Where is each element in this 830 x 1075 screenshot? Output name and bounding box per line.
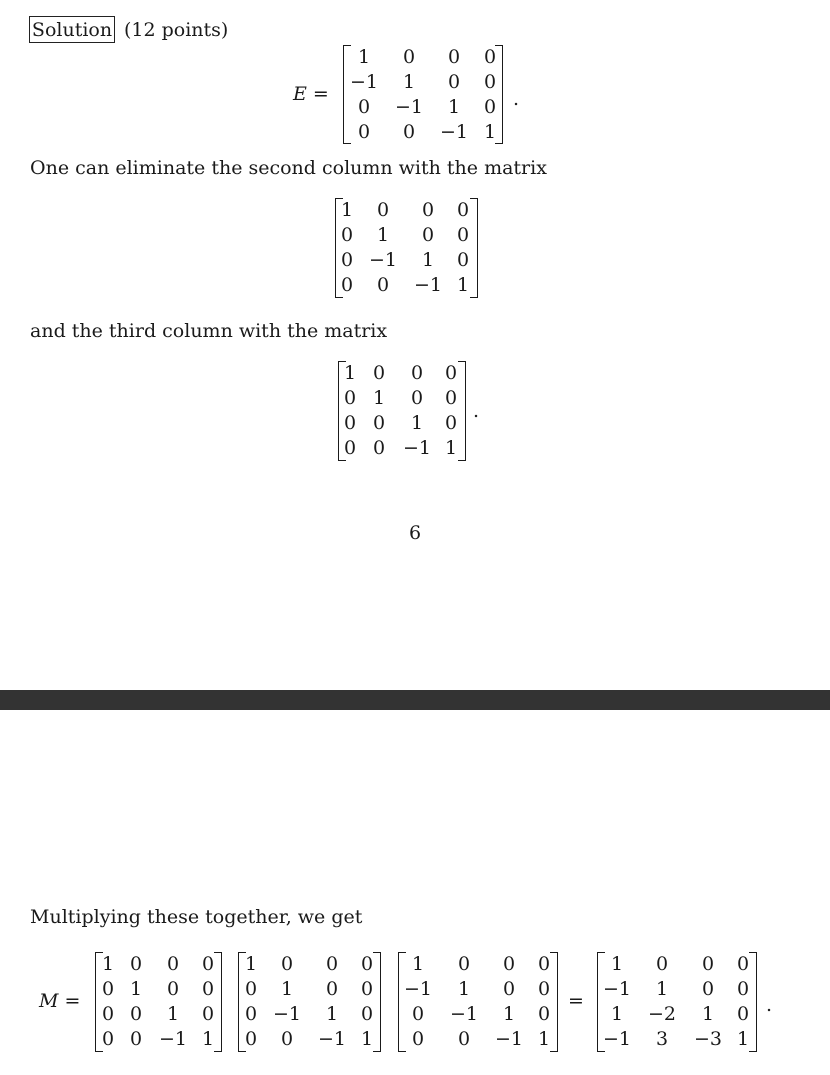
- paragraph-second-column: One can eliminate the second column with the matrix: [30, 157, 547, 179]
- matrix-entry: −1: [272, 1003, 302, 1025]
- matrix-entry: 1: [502, 1003, 516, 1025]
- matrix-m-factor-2: [238, 952, 381, 1052]
- matrix-entry: 0: [343, 387, 357, 409]
- matrix-entry: 1: [129, 978, 143, 1000]
- matrix-entry: −1: [394, 96, 424, 118]
- m-equation-lhs: M =: [39, 990, 81, 1012]
- matrix-entry: 0: [340, 249, 354, 271]
- e-equation-lhs: E =: [293, 83, 329, 105]
- matrix-entry: 0: [372, 412, 386, 434]
- matrix-entry: 1: [610, 1003, 624, 1025]
- matrix-entry: −1: [602, 1028, 632, 1050]
- matrix-entry: −1: [494, 1028, 524, 1050]
- matrix-entry: 0: [166, 953, 180, 975]
- matrix-entry: 0: [456, 224, 470, 246]
- matrix-entry: 1: [244, 953, 258, 975]
- matrix-entry: 0: [129, 1028, 143, 1050]
- matrix-third-column: [338, 361, 466, 461]
- matrix-entry: 0: [537, 1003, 551, 1025]
- matrix-entry: 0: [376, 274, 390, 296]
- matrix-entry: 0: [129, 953, 143, 975]
- matrix-entry: 0: [372, 362, 386, 384]
- matrix-entry: 0: [447, 71, 461, 93]
- matrix-entry: 1: [343, 362, 357, 384]
- matrix-entry: 0: [457, 953, 471, 975]
- matrix-entry: 1: [421, 249, 435, 271]
- matrix-entry: 1: [701, 1003, 715, 1025]
- matrix-entry: −2: [647, 1003, 677, 1025]
- solution-label-box: [29, 16, 115, 43]
- bracket-right: [214, 952, 222, 1052]
- matrix-entry: 0: [701, 978, 715, 1000]
- matrix-entry: 0: [166, 978, 180, 1000]
- matrix-entry: 0: [343, 412, 357, 434]
- bracket-left: [398, 952, 406, 1052]
- matrix-entry: 0: [736, 1003, 750, 1025]
- matrix-entry: 1: [483, 121, 497, 143]
- matrix-entry: 1: [444, 437, 458, 459]
- matrix-entry: 0: [360, 1003, 374, 1025]
- m-equation-period: .: [766, 994, 773, 1016]
- matrix-entry: 0: [402, 46, 416, 68]
- matrix-entry: 1: [402, 71, 416, 93]
- matrix-entry: 1: [610, 953, 624, 975]
- matrix-entry: 0: [376, 199, 390, 221]
- matrix-entry: −1: [413, 274, 443, 296]
- matrix-entry: −1: [158, 1028, 188, 1050]
- matrix-m-result: [597, 952, 757, 1052]
- matrix-entry: 0: [244, 1003, 258, 1025]
- matrix-entry: 0: [357, 121, 371, 143]
- m-equation-equals: =: [568, 990, 584, 1012]
- matrix-entry: 0: [736, 953, 750, 975]
- matrix-entry: −1: [602, 978, 632, 1000]
- matrix-entry: 0: [201, 978, 215, 1000]
- e-equation-period: .: [513, 88, 520, 110]
- matrix-entry: 1: [340, 199, 354, 221]
- matrix-entry: 0: [483, 71, 497, 93]
- matrix-entry: 0: [447, 46, 461, 68]
- matrix-e: [343, 45, 503, 144]
- matrix-entry: 0: [537, 953, 551, 975]
- matrix-entry: 0: [457, 1028, 471, 1050]
- matrix-entry: 1: [372, 387, 386, 409]
- matrix-entry: 0: [483, 46, 497, 68]
- solution-label: Solution: [31, 19, 113, 41]
- matrix-entry: 0: [502, 953, 516, 975]
- matrix-entry: 0: [101, 1003, 115, 1025]
- matrix-entry: −1: [439, 121, 469, 143]
- matrix-entry: 0: [410, 362, 424, 384]
- matrix-entry: 0: [280, 1028, 294, 1050]
- matrix-entry: 1: [360, 1028, 374, 1050]
- matrix-entry: −1: [349, 71, 379, 93]
- matrix-entry: 0: [701, 953, 715, 975]
- matrix-entry: 1: [456, 274, 470, 296]
- matrix-entry: 3: [655, 1028, 669, 1050]
- matrix-entry: 0: [360, 978, 374, 1000]
- matrix-entry: 0: [502, 978, 516, 1000]
- bracket-right: [749, 952, 757, 1052]
- matrix-entry: 0: [201, 953, 215, 975]
- matrix-entry: 0: [101, 1028, 115, 1050]
- matrix-entry: 0: [280, 953, 294, 975]
- matrix-entry: 0: [410, 387, 424, 409]
- matrix-entry: 0: [444, 387, 458, 409]
- matrix-m-factor-3: [398, 952, 558, 1052]
- matrix-entry: 1: [537, 1028, 551, 1050]
- matrix-entry: 1: [280, 978, 294, 1000]
- matrix-entry: 1: [166, 1003, 180, 1025]
- matrix-entry: 0: [340, 224, 354, 246]
- matrix-second-column: [335, 198, 478, 298]
- bracket-right: [373, 952, 381, 1052]
- matrix-entry: 1: [201, 1028, 215, 1050]
- matrix-entry: −1: [449, 1003, 479, 1025]
- matrix-entry: 1: [376, 224, 390, 246]
- matrix-entry: 0: [456, 249, 470, 271]
- solution-points: (12 points): [124, 19, 229, 41]
- matrix-entry: 0: [483, 96, 497, 118]
- matrix-entry: −1: [368, 249, 398, 271]
- matrix-entry: 0: [244, 978, 258, 1000]
- matrix-entry: 0: [325, 978, 339, 1000]
- matrix-entry: 0: [421, 199, 435, 221]
- matrix-entry: 0: [411, 1028, 425, 1050]
- matrix-entry: 1: [736, 1028, 750, 1050]
- matrix-entry: 0: [360, 953, 374, 975]
- matrix-entry: 0: [537, 978, 551, 1000]
- paragraph-multiplying: Multiplying these together, we get: [30, 906, 363, 928]
- bracket-right: [550, 952, 558, 1052]
- matrix-entry: 1: [357, 46, 371, 68]
- matrix-entry: 0: [340, 274, 354, 296]
- page-lower: [0, 710, 830, 1075]
- matrix-entry: 1: [655, 978, 669, 1000]
- bracket-left: [343, 45, 351, 144]
- matrix-entry: 0: [421, 224, 435, 246]
- matrix-entry: 0: [372, 437, 386, 459]
- matrix-entry: 0: [655, 953, 669, 975]
- matrix-entry: 0: [444, 362, 458, 384]
- matrix-entry: 0: [411, 1003, 425, 1025]
- matrix-entry: 0: [129, 1003, 143, 1025]
- bracket-right: [470, 198, 478, 298]
- bracket-right: [458, 361, 466, 461]
- matrix-entry: 1: [457, 978, 471, 1000]
- paragraph-third-column: and the third column with the matrix: [30, 320, 388, 342]
- matrix-entry: 0: [343, 437, 357, 459]
- page-number: 6: [408, 522, 422, 544]
- matrix-entry: 0: [101, 978, 115, 1000]
- third-matrix-period: .: [473, 400, 480, 422]
- matrix-entry: −1: [402, 437, 432, 459]
- matrix-entry: −1: [403, 978, 433, 1000]
- matrix-entry: 0: [444, 412, 458, 434]
- matrix-entry: 0: [244, 1028, 258, 1050]
- matrix-entry: 1: [325, 1003, 339, 1025]
- matrix-entry: 0: [736, 978, 750, 1000]
- matrix-entry: 1: [411, 953, 425, 975]
- matrix-entry: 0: [456, 199, 470, 221]
- matrix-entry: −1: [317, 1028, 347, 1050]
- matrix-m-factor-1: [95, 952, 222, 1052]
- bracket-right: [495, 45, 503, 144]
- matrix-entry: 0: [357, 96, 371, 118]
- matrix-entry: 1: [410, 412, 424, 434]
- matrix-entry: 1: [447, 96, 461, 118]
- matrix-entry: 0: [325, 953, 339, 975]
- matrix-entry: 0: [201, 1003, 215, 1025]
- matrix-entry: −3: [693, 1028, 723, 1050]
- page-separator: [0, 690, 830, 710]
- matrix-entry: 1: [101, 953, 115, 975]
- matrix-entry: 0: [402, 121, 416, 143]
